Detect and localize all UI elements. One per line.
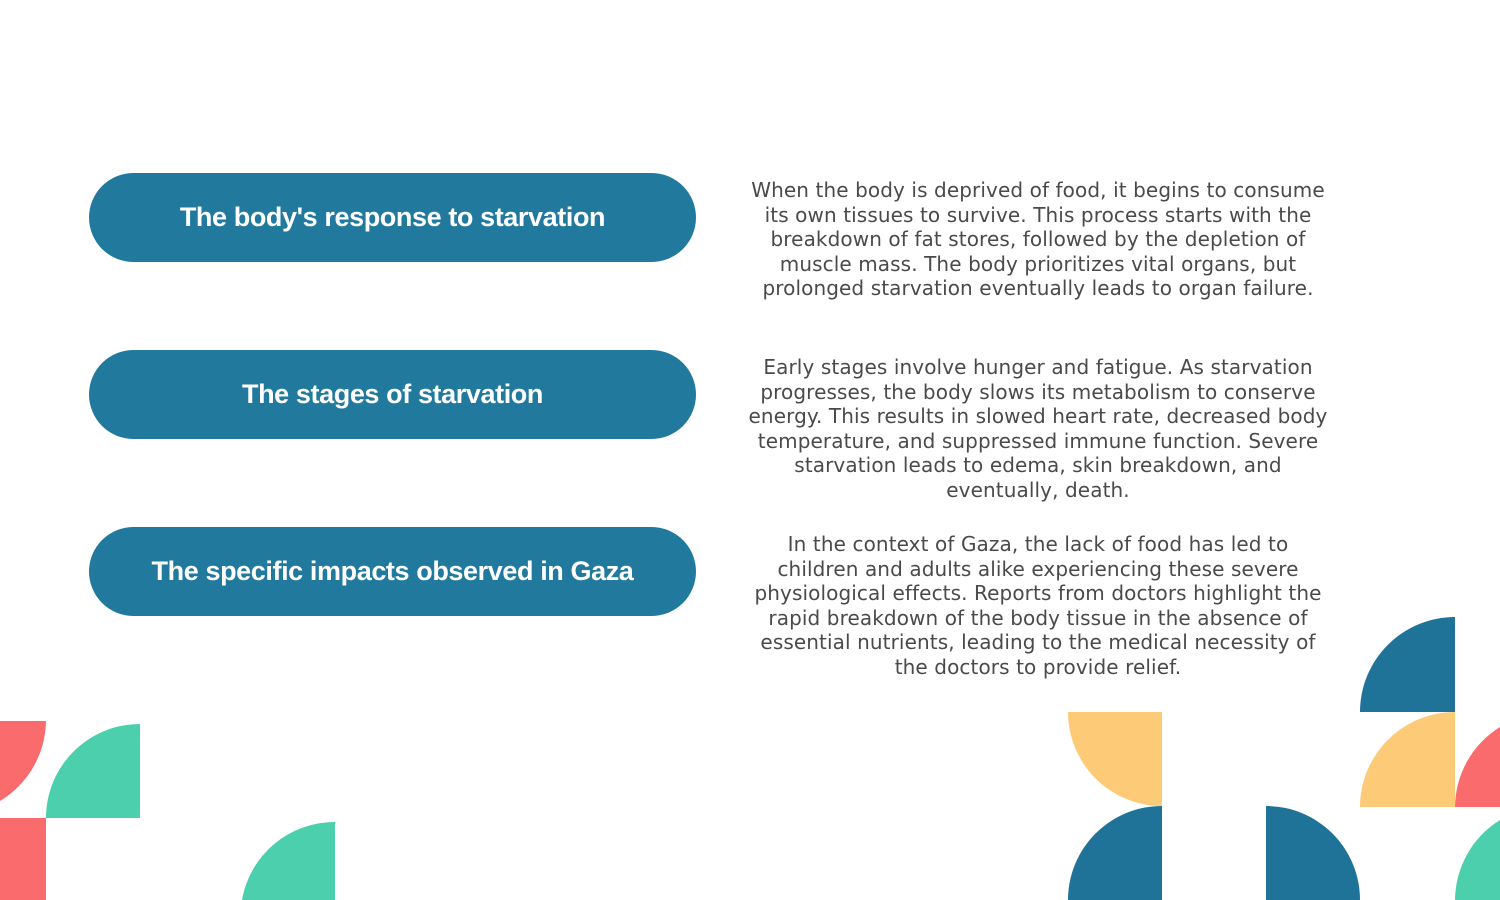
teal-quarter-circle-bottom <box>242 822 335 900</box>
blue-quarter-circle-center <box>1068 806 1162 900</box>
heading-stages: The stages of starvation <box>242 379 543 409</box>
quarter-circle-shapes-left <box>0 721 335 900</box>
blue-quarter-circle-top-right <box>1360 617 1455 712</box>
blue-quarter-circle-right <box>1266 806 1360 900</box>
paragraph-stages: Early stages involve hunger and fatigue. As starvation progresses, the body slows its metabolism to conserve energy. This results in slowed heart rate, decreased body temperature, and suppressed immune function. Severe starvation leads to edema, skin breakdown, and eventually, death. <box>748 355 1328 502</box>
coral-quarter-circle-bottom-left <box>0 818 46 900</box>
quarter-circle-shapes-right <box>1068 617 1500 900</box>
coral-quarter-circle-top-left <box>0 721 46 801</box>
paragraph-gaza-impacts: In the context of Gaza, the lack of food has led to children and adults alike experiencing these severe physiological effects. Reports from doctors highlight the rapid breakdown of the body tissue in the absence of essential nutrients, leading to the medical necessity of the doctors to provide relief. <box>754 532 1322 679</box>
paragraph-body-response: When the body is deprived of food, it begins to consume its own tissues to survive. This process starts with the breakdown of fat stores, followed by the depletion of muscle mass. The body prioritizes vital organs, but prolonged starvation eventually leads to organ failure. <box>751 178 1325 301</box>
teal-quarter-circle-right <box>1455 820 1500 900</box>
yellow-quarter-circle-right <box>1360 712 1455 807</box>
heading-body-response: The body's response to starvation <box>179 202 606 232</box>
yellow-quarter-circle <box>1068 712 1162 806</box>
teal-quarter-circle-left <box>46 724 140 818</box>
heading-gaza-impacts: The specific impacts observed in Gaza <box>151 556 634 586</box>
coral-quarter-circle-right <box>1455 727 1500 807</box>
